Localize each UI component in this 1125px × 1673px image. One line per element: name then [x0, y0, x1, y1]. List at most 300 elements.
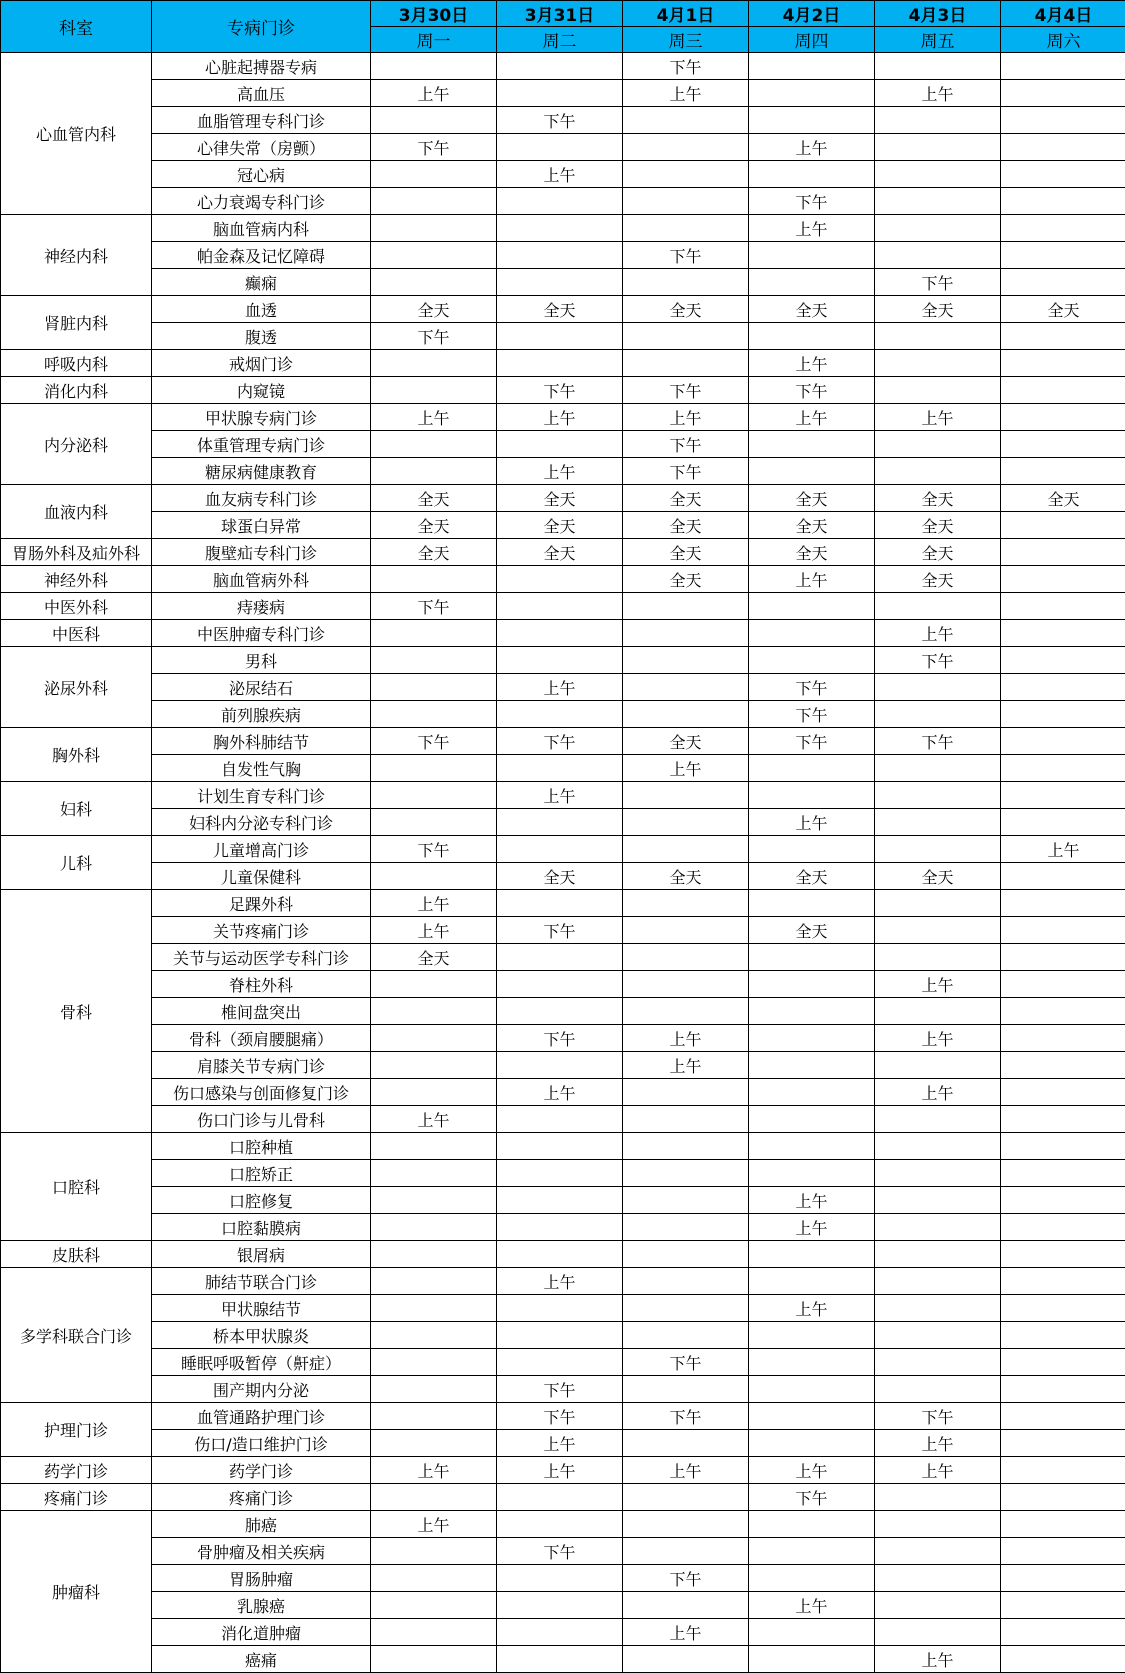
clinic-cell: 伤口感染与创面修复门诊 — [152, 1079, 371, 1106]
slot-cell: 下午 — [497, 377, 623, 404]
slot-cell: 全天 — [497, 512, 623, 539]
slot-cell — [497, 242, 623, 269]
slot-cell — [623, 1484, 749, 1511]
date-header: 4月2日 — [749, 1, 875, 27]
slot-cell — [623, 1538, 749, 1565]
slot-cell — [749, 242, 875, 269]
slot-cell — [1001, 269, 1125, 296]
slot-cell — [1001, 1187, 1125, 1214]
slot-cell — [497, 647, 623, 674]
clinic-cell: 乳腺癌 — [152, 1592, 371, 1619]
slot-cell: 全天 — [875, 512, 1001, 539]
table-row — [1, 1457, 1125, 1484]
slot-cell — [875, 377, 1001, 404]
slot-cell — [623, 1079, 749, 1106]
slot-cell — [1001, 323, 1125, 350]
slot-cell — [1001, 1511, 1125, 1538]
slot-cell: 下午 — [497, 1025, 623, 1052]
clinic-cell: 围产期内分泌 — [152, 1376, 371, 1403]
table-row — [1, 1133, 1125, 1160]
table-row — [1, 107, 1125, 134]
table-row — [1, 134, 1125, 161]
table-header — [1, 1, 1125, 53]
clinic-cell: 胃肠肿瘤 — [152, 1565, 371, 1592]
table-row — [1, 1052, 1125, 1079]
slot-cell — [1001, 1619, 1125, 1646]
clinic-cell: 脑血管病内科 — [152, 215, 371, 242]
slot-cell: 全天 — [497, 296, 623, 323]
slot-cell — [497, 998, 623, 1025]
slot-cell — [623, 1376, 749, 1403]
dept-cell: 泌尿外科 — [1, 647, 152, 728]
slot-cell: 上午 — [497, 1430, 623, 1457]
slot-cell — [875, 917, 1001, 944]
slot-cell — [623, 836, 749, 863]
slot-cell — [749, 269, 875, 296]
slot-cell: 下午 — [623, 431, 749, 458]
slot-cell — [497, 620, 623, 647]
slot-cell: 全天 — [623, 566, 749, 593]
clinic-cell: 肩膝关节专病门诊 — [152, 1052, 371, 1079]
clinic-cell: 心力衰竭专科门诊 — [152, 188, 371, 215]
slot-cell: 下午 — [623, 1349, 749, 1376]
slot-cell — [1001, 404, 1125, 431]
slot-cell — [623, 188, 749, 215]
slot-cell — [497, 1214, 623, 1241]
slot-cell — [623, 1430, 749, 1457]
slot-cell: 全天 — [623, 539, 749, 566]
slot-cell: 上午 — [749, 1214, 875, 1241]
slot-cell — [1001, 1133, 1125, 1160]
slot-cell — [875, 593, 1001, 620]
slot-cell: 上午 — [623, 1457, 749, 1484]
slot-cell — [749, 890, 875, 917]
slot-cell: 上午 — [749, 809, 875, 836]
slot-cell — [875, 1484, 1001, 1511]
slot-cell — [371, 1133, 497, 1160]
clinic-cell: 前列腺疾病 — [152, 701, 371, 728]
slot-cell: 下午 — [497, 917, 623, 944]
weekday-header: 周四 — [749, 27, 875, 53]
slot-cell — [1001, 1430, 1125, 1457]
slot-cell — [749, 593, 875, 620]
slot-cell — [1001, 566, 1125, 593]
slot-cell: 上午 — [497, 1079, 623, 1106]
clinic-cell: 甲状腺专病门诊 — [152, 404, 371, 431]
slot-cell: 上午 — [497, 458, 623, 485]
table-row — [1, 1025, 1125, 1052]
slot-cell: 上午 — [749, 134, 875, 161]
slot-cell — [875, 215, 1001, 242]
clinic-cell: 癌痛 — [152, 1646, 371, 1673]
dept-cell: 多学科联合门诊 — [1, 1268, 152, 1403]
slot-cell — [623, 350, 749, 377]
slot-cell — [875, 1052, 1001, 1079]
slot-cell — [371, 107, 497, 134]
slot-cell: 下午 — [749, 674, 875, 701]
weekday-header: 周二 — [497, 27, 623, 53]
slot-cell — [875, 188, 1001, 215]
table-row — [1, 1376, 1125, 1403]
slot-cell: 下午 — [875, 269, 1001, 296]
clinic-cell: 骨肿瘤及相关疾病 — [152, 1538, 371, 1565]
slot-cell — [623, 215, 749, 242]
dept-cell: 肾脏内科 — [1, 296, 152, 350]
slot-cell — [875, 782, 1001, 809]
slot-cell — [749, 1133, 875, 1160]
slot-cell — [1001, 863, 1125, 890]
clinic-cell: 肺结节联合门诊 — [152, 1268, 371, 1295]
slot-cell: 全天 — [1001, 485, 1125, 512]
slot-cell — [1001, 1592, 1125, 1619]
slot-cell — [1001, 620, 1125, 647]
slot-cell: 上午 — [875, 404, 1001, 431]
slot-cell — [623, 323, 749, 350]
slot-cell — [497, 1511, 623, 1538]
slot-cell — [749, 107, 875, 134]
slot-cell — [875, 242, 1001, 269]
slot-cell — [1001, 242, 1125, 269]
dept-cell: 消化内科 — [1, 377, 152, 404]
slot-cell: 全天 — [1001, 296, 1125, 323]
slot-cell: 上午 — [1001, 836, 1125, 863]
clinic-cell: 脊柱外科 — [152, 971, 371, 998]
slot-cell — [749, 647, 875, 674]
slot-cell: 上午 — [497, 1457, 623, 1484]
slot-cell — [623, 809, 749, 836]
clinic-cell: 胸外科肺结节 — [152, 728, 371, 755]
table-row — [1, 1538, 1125, 1565]
slot-cell — [875, 53, 1001, 80]
slot-cell — [875, 458, 1001, 485]
clinic-cell: 儿童增高门诊 — [152, 836, 371, 863]
table-row — [1, 944, 1125, 971]
table-row — [1, 404, 1125, 431]
slot-cell — [1001, 647, 1125, 674]
slot-cell — [749, 1538, 875, 1565]
slot-cell: 全天 — [371, 539, 497, 566]
clinic-cell: 脑血管病外科 — [152, 566, 371, 593]
slot-cell — [875, 1619, 1001, 1646]
slot-cell — [497, 1106, 623, 1133]
slot-cell — [875, 1511, 1001, 1538]
slot-cell — [875, 809, 1001, 836]
slot-cell — [749, 1025, 875, 1052]
clinic-cell: 银屑病 — [152, 1241, 371, 1268]
slot-cell — [371, 350, 497, 377]
slot-cell — [875, 350, 1001, 377]
slot-cell — [749, 458, 875, 485]
table-row — [1, 1484, 1125, 1511]
slot-cell — [1001, 1565, 1125, 1592]
clinic-cell: 球蛋白异常 — [152, 512, 371, 539]
slot-cell — [1001, 809, 1125, 836]
table-row — [1, 620, 1125, 647]
table-row — [1, 1106, 1125, 1133]
table-row — [1, 1160, 1125, 1187]
slot-cell — [875, 431, 1001, 458]
slot-cell — [875, 1241, 1001, 1268]
slot-cell — [749, 1349, 875, 1376]
clinic-cell: 血管通路护理门诊 — [152, 1403, 371, 1430]
table-body — [1, 53, 1125, 1673]
clinic-cell: 高血压 — [152, 80, 371, 107]
slot-cell: 下午 — [623, 242, 749, 269]
slot-cell — [371, 269, 497, 296]
slot-cell — [749, 161, 875, 188]
table-row — [1, 971, 1125, 998]
slot-cell — [875, 1565, 1001, 1592]
slot-cell — [875, 1268, 1001, 1295]
table-row — [1, 647, 1125, 674]
slot-cell — [749, 1241, 875, 1268]
slot-cell — [875, 1376, 1001, 1403]
slot-cell — [1001, 701, 1125, 728]
slot-cell — [371, 1241, 497, 1268]
slot-cell — [1001, 971, 1125, 998]
date-header: 4月3日 — [875, 1, 1001, 27]
slot-cell — [749, 1565, 875, 1592]
table-row — [1, 1565, 1125, 1592]
slot-cell — [1001, 1457, 1125, 1484]
slot-cell — [497, 1484, 623, 1511]
slot-cell — [371, 1349, 497, 1376]
table-row — [1, 53, 1125, 80]
slot-cell — [623, 620, 749, 647]
clinic-cell: 消化道肿瘤 — [152, 1619, 371, 1646]
clinic-cell: 肺癌 — [152, 1511, 371, 1538]
slot-cell — [371, 1268, 497, 1295]
dept-cell: 内分泌科 — [1, 404, 152, 485]
slot-cell: 下午 — [623, 1565, 749, 1592]
slot-cell — [1001, 1241, 1125, 1268]
slot-cell — [749, 782, 875, 809]
clinic-cell: 关节疼痛门诊 — [152, 917, 371, 944]
slot-cell — [875, 755, 1001, 782]
slot-cell: 下午 — [749, 1484, 875, 1511]
slot-cell: 上午 — [875, 1025, 1001, 1052]
date-header: 4月4日 — [1001, 1, 1125, 27]
slot-cell: 下午 — [875, 728, 1001, 755]
slot-cell: 全天 — [371, 296, 497, 323]
slot-cell — [1001, 1106, 1125, 1133]
slot-cell — [623, 161, 749, 188]
slot-cell — [371, 1430, 497, 1457]
table-row — [1, 1268, 1125, 1295]
slot-cell — [497, 701, 623, 728]
slot-cell: 上午 — [497, 674, 623, 701]
clinic-cell: 甲状腺结节 — [152, 1295, 371, 1322]
dept-cell: 神经内科 — [1, 215, 152, 296]
table-row — [1, 377, 1125, 404]
slot-cell — [749, 620, 875, 647]
table-row — [1, 1403, 1125, 1430]
slot-cell: 下午 — [623, 458, 749, 485]
slot-cell: 全天 — [623, 512, 749, 539]
slot-cell: 全天 — [371, 512, 497, 539]
slot-cell: 下午 — [497, 1376, 623, 1403]
slot-cell — [1001, 1025, 1125, 1052]
slot-cell — [623, 1133, 749, 1160]
slot-cell: 下午 — [497, 1538, 623, 1565]
slot-cell — [749, 1403, 875, 1430]
slot-cell — [749, 755, 875, 782]
slot-cell — [623, 1268, 749, 1295]
clinic-cell: 自发性气胸 — [152, 755, 371, 782]
table-row — [1, 836, 1125, 863]
slot-cell — [1001, 161, 1125, 188]
slot-cell: 全天 — [749, 917, 875, 944]
slot-cell — [371, 1403, 497, 1430]
slot-cell — [623, 269, 749, 296]
table-row — [1, 161, 1125, 188]
clinic-cell: 戒烟门诊 — [152, 350, 371, 377]
dept-cell: 皮肤科 — [1, 1241, 152, 1268]
dept-header: 科室 — [1, 1, 152, 53]
slot-cell — [875, 890, 1001, 917]
table-row — [1, 782, 1125, 809]
slot-cell: 全天 — [623, 728, 749, 755]
slot-cell — [875, 674, 1001, 701]
slot-cell — [371, 1565, 497, 1592]
slot-cell: 上午 — [749, 215, 875, 242]
table-row — [1, 350, 1125, 377]
dept-cell: 疼痛门诊 — [1, 1484, 152, 1511]
slot-cell: 上午 — [623, 1025, 749, 1052]
slot-cell — [875, 107, 1001, 134]
slot-cell — [875, 1592, 1001, 1619]
slot-cell — [623, 1511, 749, 1538]
slot-cell: 上午 — [371, 404, 497, 431]
slot-cell — [497, 1349, 623, 1376]
slot-cell — [623, 1160, 749, 1187]
slot-cell — [1001, 1268, 1125, 1295]
slot-cell: 上午 — [497, 161, 623, 188]
slot-cell: 下午 — [749, 188, 875, 215]
table-row — [1, 1619, 1125, 1646]
slot-cell: 下午 — [371, 134, 497, 161]
slot-cell: 下午 — [749, 701, 875, 728]
slot-cell — [371, 242, 497, 269]
slot-cell: 全天 — [875, 485, 1001, 512]
slot-cell: 下午 — [371, 323, 497, 350]
slot-cell — [623, 1187, 749, 1214]
clinic-cell: 桥本甲状腺炎 — [152, 1322, 371, 1349]
table-row — [1, 1646, 1125, 1673]
slot-cell — [497, 1619, 623, 1646]
slot-cell — [749, 1106, 875, 1133]
slot-cell — [623, 593, 749, 620]
slot-cell: 上午 — [371, 80, 497, 107]
clinic-header: 专病门诊 — [152, 1, 371, 53]
slot-cell — [371, 674, 497, 701]
slot-cell — [1001, 917, 1125, 944]
table-row — [1, 566, 1125, 593]
clinic-cell: 男科 — [152, 647, 371, 674]
slot-cell: 上午 — [749, 1592, 875, 1619]
slot-cell — [497, 836, 623, 863]
clinic-cell: 泌尿结石 — [152, 674, 371, 701]
dept-cell: 中医科 — [1, 620, 152, 647]
clinic-cell: 血透 — [152, 296, 371, 323]
slot-cell — [1001, 377, 1125, 404]
slot-cell — [749, 80, 875, 107]
slot-cell — [875, 701, 1001, 728]
slot-cell — [623, 1295, 749, 1322]
table-row — [1, 1511, 1125, 1538]
slot-cell — [749, 836, 875, 863]
slot-cell — [623, 674, 749, 701]
slot-cell — [497, 1565, 623, 1592]
slot-cell: 全天 — [623, 485, 749, 512]
slot-cell — [749, 971, 875, 998]
slot-cell — [875, 944, 1001, 971]
slot-cell — [623, 1106, 749, 1133]
slot-cell: 全天 — [497, 485, 623, 512]
slot-cell — [1001, 782, 1125, 809]
slot-cell — [749, 1646, 875, 1673]
slot-cell — [749, 1322, 875, 1349]
table-row — [1, 242, 1125, 269]
slot-cell: 全天 — [875, 566, 1001, 593]
slot-cell — [371, 1214, 497, 1241]
slot-cell — [1001, 1349, 1125, 1376]
dept-cell: 中医外科 — [1, 593, 152, 620]
slot-cell — [623, 701, 749, 728]
slot-cell — [371, 1322, 497, 1349]
slot-cell — [497, 1592, 623, 1619]
slot-cell — [371, 1025, 497, 1052]
slot-cell — [371, 1187, 497, 1214]
slot-cell — [623, 1646, 749, 1673]
slot-cell — [749, 1079, 875, 1106]
slot-cell — [371, 377, 497, 404]
slot-cell — [1001, 728, 1125, 755]
slot-cell — [875, 1106, 1001, 1133]
table-row — [1, 863, 1125, 890]
clinic-cell: 内窥镜 — [152, 377, 371, 404]
slot-cell: 上午 — [749, 404, 875, 431]
slot-cell — [497, 80, 623, 107]
slot-cell: 下午 — [623, 377, 749, 404]
slot-cell — [749, 431, 875, 458]
slot-cell: 全天 — [875, 863, 1001, 890]
slot-cell: 全天 — [371, 485, 497, 512]
slot-cell — [371, 1619, 497, 1646]
table-row — [1, 701, 1125, 728]
slot-cell — [749, 944, 875, 971]
slot-cell — [497, 944, 623, 971]
slot-cell — [1001, 107, 1125, 134]
slot-cell: 上午 — [875, 1457, 1001, 1484]
slot-cell — [371, 971, 497, 998]
clinic-cell: 口腔种植 — [152, 1133, 371, 1160]
slot-cell: 下午 — [623, 1403, 749, 1430]
slot-cell: 上午 — [749, 1457, 875, 1484]
slot-cell: 上午 — [749, 1295, 875, 1322]
slot-cell — [623, 917, 749, 944]
slot-cell — [371, 215, 497, 242]
slot-cell — [1001, 1079, 1125, 1106]
table-row — [1, 917, 1125, 944]
slot-cell — [875, 1295, 1001, 1322]
table-row — [1, 323, 1125, 350]
table-row — [1, 1187, 1125, 1214]
slot-cell: 上午 — [371, 1457, 497, 1484]
slot-cell — [497, 593, 623, 620]
slot-cell — [497, 1052, 623, 1079]
clinic-cell: 口腔黏膜病 — [152, 1214, 371, 1241]
